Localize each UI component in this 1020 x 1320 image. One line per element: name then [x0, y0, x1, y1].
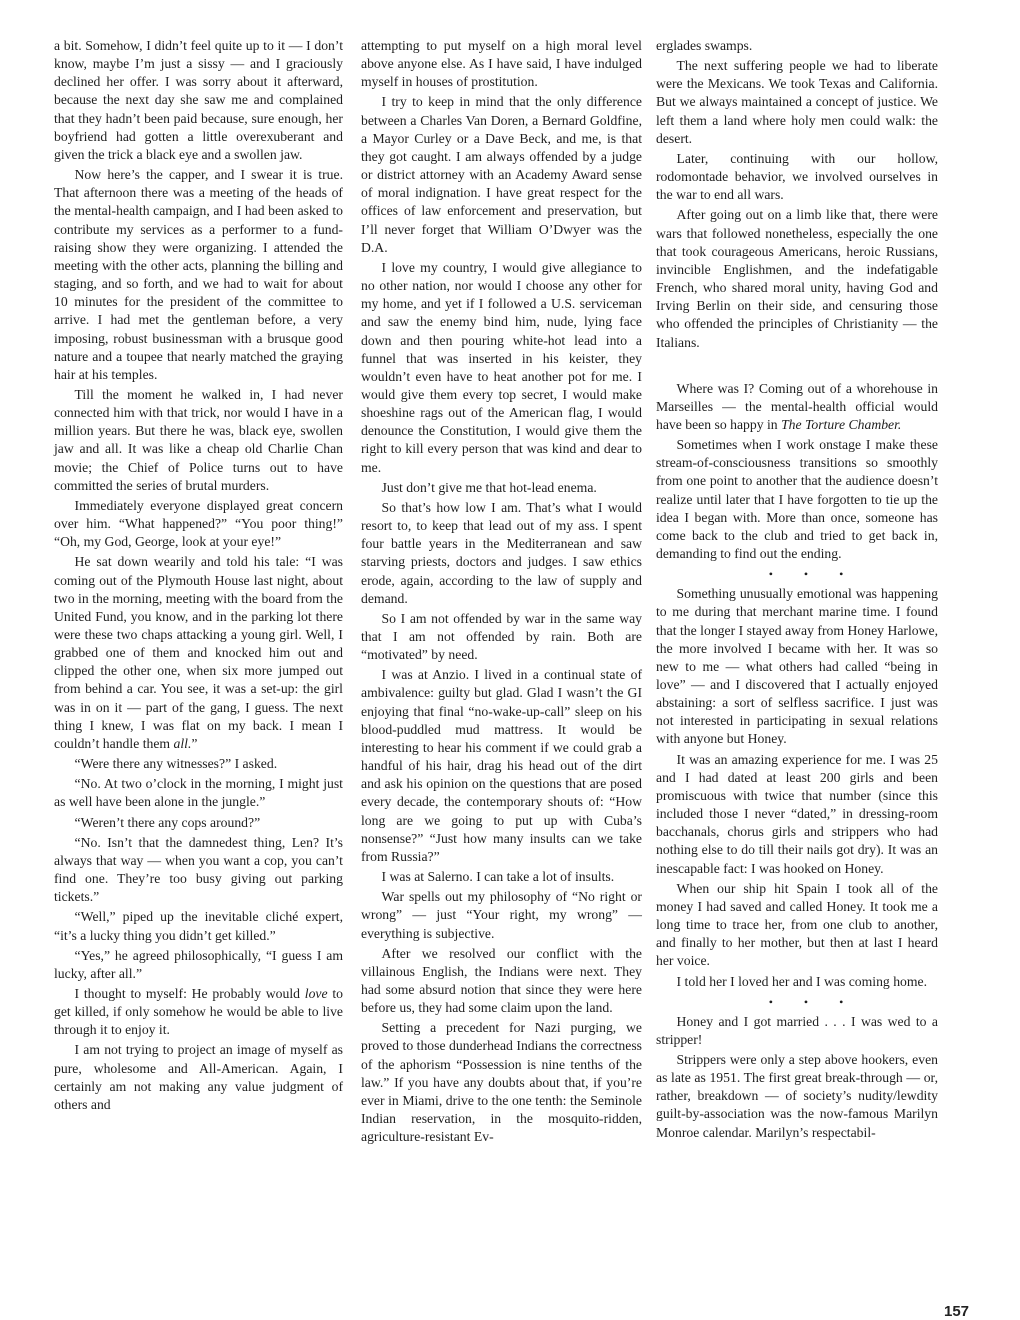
paragraph: “No. Isn’t that the damnedest thing, Len? It’s always that way — when you want a cop, you can’t find one. They’re too busy giving out parking tickets.”	[54, 834, 343, 905]
emphasis: The Torture Chamber.	[781, 416, 902, 432]
paragraph: Immediately everyone displayed great concern over him. “What happened?” “You poor thing!” “Oh, my God, George, look at your eye!”	[54, 497, 343, 550]
paragraph-text: Where was I? Coming out of a whorehouse in Marseilles — the mental-health official would have been so happy in	[656, 380, 938, 432]
section-separator: • • •	[768, 994, 858, 1009]
paragraph: So that’s how low I am. That’s what I would resort to, to keep that lead out of my ass. I spent four battle years in the Mediterranean and saw starving priests, doctors and judges. I saw ethics erode, again, according to the law of supply and demand.	[361, 499, 642, 606]
paragraph: When our ship hit Spain I took all of the money I had saved and called Honey. It took me a long time to trace her, from one club to another, and finally to her mother, but then at last I heard her voice.	[656, 880, 938, 969]
paragraph: “Were there any witnesses?” I asked.	[74, 756, 278, 772]
paragraph: I told her I loved her and I was coming home.	[676, 973, 928, 989]
closing-quote: ”	[191, 735, 198, 751]
text-column-right	[656, 37, 938, 1142]
page-number: 157	[944, 1303, 970, 1320]
paragraph	[54, 553, 343, 753]
paragraph: The next suffering people we had to liberate were the Mexicans. We took Texas and California. But we always maintained a concept of justice. We left them a land where holy men could walk: the desert.	[656, 58, 938, 146]
paragraph: erglades swamps.	[656, 38, 753, 53]
section-separator: • • •	[768, 567, 858, 582]
paragraph: After going out on a limb like that, there were wars that followed nonetheless, especially the one that took courageous Americans, heroic Russians, invincible Englishmen, and the indefatigable French, who shared moral unity, having God and Irving Berlin on their side, and censuring those who offended the principles of Christianity — the Italians.	[656, 207, 938, 350]
paragraph: Honey and I got married . . . I was wed to a stripper!	[656, 1013, 938, 1047]
paragraph: It was an amazing experience for me. I was 25 and I had dated at least 200 girls and been promiscuous with twice that number (since this included those I never “dated,” in dressing-room bacchanals, chorus girls and strippers who had nothing else to do till their nails got dry). It was an inescapable fact: I was hooked on Honey.	[656, 751, 938, 876]
paragraph: I was at Anzio. I lived in a continual state of ambivalence: guilty but glad. Glad I wasn’t the GI enjoying that final “no-wake-up-call” sleep on his blood-puddled mud mattress. It would be interesting to hear his comment if we could grab a handful of his hair, drag his head out of the dirt and ask his opinion on the questions that are posed every decade, the contemporary shouts of: “How long are we going to put up with Cuba’s nonsense?” “Just how many insults can we take from Russia?”	[361, 667, 642, 864]
paragraph: “Weren’t there any cops around?”	[74, 814, 261, 830]
paragraph: “Well,” piped up the inevitable cliché expert, “it’s a lucky thing you didn’t get killed.”	[54, 909, 343, 943]
paragraph: Setting a precedent for Nazi purging, we proved to those dunderhead Indians the correctness of the aphorism “Possession is nine tenths of the law.” If you have any doubts about that, if you’re ever in Miami, drive to the one tenth: the Seminole Indian reservation, in the mosquito-ridden, agriculture-resistant Ev-	[361, 1020, 642, 1145]
paragraph: After we resolved our conflict with the villainous English, the Indians were next. They had some absurd notion that since they were here before us, they had some claim upon the land.	[361, 945, 642, 1016]
paragraph: “Yes,” he agreed philosophically, “I guess I am lucky, after all.”	[54, 947, 343, 981]
paragraph: Strippers were only a step above hookers, even as late as 1951. The first great break-through — or, rather, breakdown — of society’s nudity/lewdity guilt-by-association was the now-famous Marilyn Monroe calendar. Marilyn’s respectabil-	[656, 1051, 938, 1140]
text-column-left	[54, 37, 343, 1114]
paragraph: Sometimes when I work onstage I make these stream-of-consciousness transitions so smoothly from one point to another that the audience doesn’t realize until later that I have forgotten to tie up the idea I began with. More than once, someone has come back to the club and tried to get back in, demanding to find out the ending.	[656, 437, 938, 562]
paragraph: So I am not offended by war in the same way that I am not offended by rain. Both are “motivated” by need.	[361, 610, 642, 663]
emphasis: love	[304, 985, 328, 1001]
paragraph: Till the moment he walked in, I had never connected him with that trick, nor would I have in a million years. But there he was, black eye, swollen jaw and all. It was like a cheap old Charlie Chan movie; the Chief of Police turns out to have committed the series of brutal murders.	[54, 386, 343, 493]
paragraph: I love my country, I would give allegiance to no other nation, nor would I choose any other for my home, and yet if I followed a U.S. serviceman and saw the enemy bind him, nude, lying face down and then pouring white-hot lead into a funnel that was inserted in his keister, they wouldn’t even have to heat another pot for me. I would give them every top secret, I would make shoeshine rags out of the American flag, I would denounce the Constitution, I would give them the right to kill every person that was kind and dear to me.	[361, 259, 642, 475]
text-column-middle	[361, 37, 642, 1146]
paragraph: I am not trying to project an image of myself as pure, wholesome and All-American. Again, I certainly am not making any value judgment of others and	[54, 1042, 343, 1112]
emphasis: all.	[173, 735, 192, 751]
paragraph	[656, 380, 938, 434]
paragraph: “No. At two o’clock in the morning, I might just as well have been alone in the jungle.”	[54, 776, 343, 810]
paragraph: I try to keep in mind that the only difference between a Charles Van Doren, a Bernard Goldfine, a Mayor Curley or a Dave Beck, and me, is that they got caught. I am always offended by a judge or district attorney with an Academy Award sense of moral indignation. I have great respect for the offices of law enforcement and preservation, but I’ll never forget that William O’Dwyer was the D.A.	[361, 94, 642, 255]
paragraph: Just don’t give me that hot-lead enema.	[381, 479, 597, 495]
paragraph: War spells out my philosophy of “No right or wrong” — just “Your right, my wrong” — everything is subjective.	[361, 889, 642, 941]
paragraph-text: He sat down wearily and told his tale: “I was coming out of the Plymouth House last night, about two in the morning, meeting with the board from the United Fund, you know, and in the parking lot there were these two chaps attacking a young girl. Well, I grabbed one of them and knocked him out and clipped the other one, when six more jumped out from behind a car. You see, it was a set-up: the girl was in on it — part of the gang, I guess. The next thing I knew, I was flat on my back. I mean I couldn’t handle them	[54, 554, 343, 751]
paragraph: Now here’s the capper, and I swear it is true. That afternoon there was a meeting of the heads of the mental-health campaign, and I had been asked to contribute my services as a performer to a fund-raising show they were organizing. I attended the meeting with the other acts, planning the billing and staging, and so forth, and we had to wait for about 10 minutes for the president of the committee to arrive. I had met the gentleman before, a very imposing, robust businessman with a brusque good nature and a toupee that nearly matched the graying hair at his temples.	[54, 167, 343, 382]
paragraph: attempting to put myself on a high moral level above anyone else. As I have said, I have indulged myself in houses of prostitution.	[361, 38, 642, 90]
paragraph-text: I thought to myself: He probably would	[74, 985, 301, 1001]
paragraph	[54, 985, 343, 1039]
paragraph-text: to get killed, if only somehow he would be able to live through it to enjoy it.	[54, 985, 344, 1038]
paragraph: a bit. Somehow, I didn’t feel quite up to it — I don’t know, maybe I’m just a sissy — and I graciously declined her offer. I was sorry about it afterward, because the next day she saw me and complained that they hadn’t been paid because, sure enough, her boyfriend had gotten a little overexuberant and given the trick a black eye and a swollen jaw.	[54, 38, 343, 162]
paragraph: I was at Salerno. I can take a lot of insults.	[381, 869, 615, 885]
paragraph: Something unusually emotional was happening to me during that merchant marine time. I found that the longer I stayed away from Honey Harlowe, the more involved I became with her. It was so new to me — what others had called “being in love” — and I discovered that I actually enjoyed abstaining: a sort of selfless sacrifice. I just was not interested in participating in sexual relations with anyone but Honey.	[656, 586, 938, 747]
paragraph: Later, continuing with our hollow, rodomontade behavior, we involved ourselves in the war to end all wars.	[656, 150, 938, 203]
